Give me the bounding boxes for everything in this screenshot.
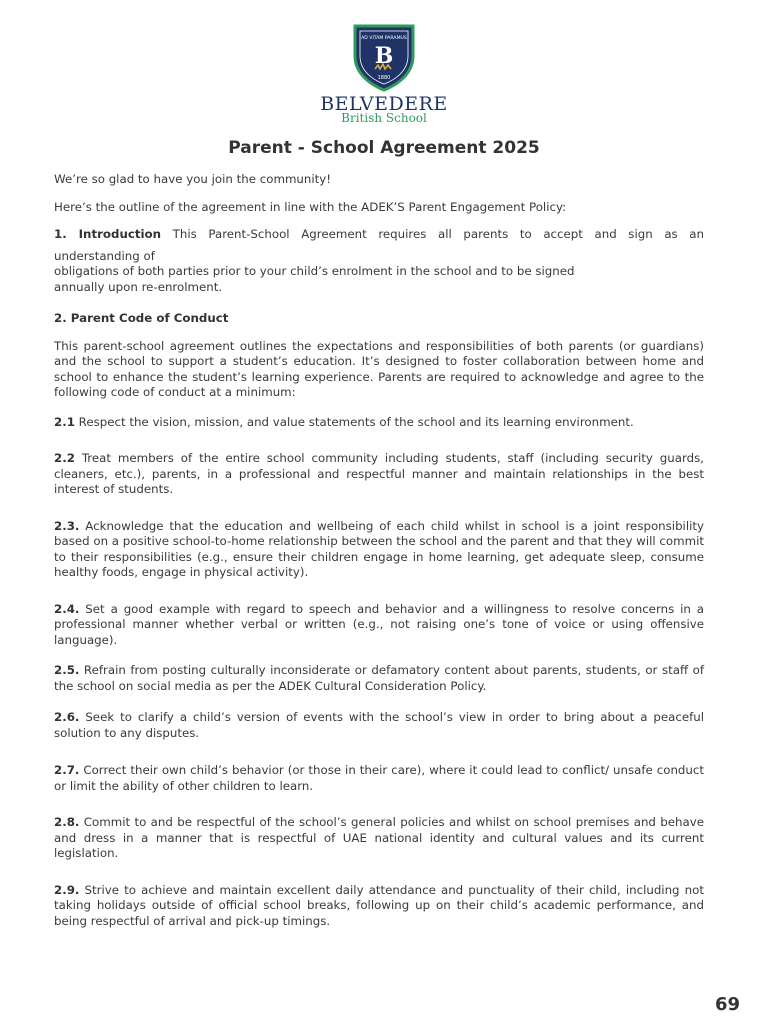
code-item-text: Correct their own child’s behavior (or those in their care), where it could lead to conflict/ unsafe conduct or limit the ability of other children to learn. — [54, 763, 704, 793]
introduction-line2: understanding of — [54, 248, 155, 263]
code-item-number: 2.3. — [54, 518, 80, 533]
code-item-number: 2.9. — [54, 882, 80, 897]
welcome-text: We’re so glad to have you join the community! — [54, 172, 332, 186]
code-item-number: 2.7. — [54, 763, 80, 777]
code-item — [54, 763, 704, 794]
agreement-body — [54, 172, 704, 929]
code-item-number: 2.8. — [54, 815, 80, 829]
section2-heading: 2. Parent Code of Conduct — [54, 311, 229, 325]
code-item-text: Respect the vision, mission, and value statements of the school and its learning environment. — [74, 414, 634, 429]
code-item-text: Refrain from posting culturally inconsiderate or defamatory content about parents, students, or staff of the school on social media as per the ADEK Cultural Consideration Policy. — [54, 663, 704, 693]
code-item — [54, 451, 704, 498]
introduction-text: This Parent-School Agreement requires all parents to accept and sign as an — [172, 227, 705, 241]
code-item-number: 2.1 — [54, 414, 75, 429]
crest-icon — [351, 22, 417, 92]
code-item — [54, 663, 704, 694]
code-item-text: Treat members of the entire school community including students, staff (including security guards, cleaners, etc.), parents, in a professional and respectful manner and maintain relationships in the best interest of students. — [54, 451, 704, 496]
introduction-line3: obligations of both parties prior to your child’s enrolment in the school and to be signed — [54, 264, 575, 278]
code-item-text: Acknowledge that the education and wellbeing of each child whilst in school is a joint responsibility based on a positive school-to-home relationship between the school and the parent and that they will commit to their responsibilities (e.g., ensure their children engage in home learning, get adequate sleep, consume healthy foods, engage in physical activity). — [54, 518, 704, 579]
code-item — [54, 519, 704, 581]
introduction-paragraph — [54, 227, 704, 243]
crest-motto: AD VITAM PARAMUS — [361, 36, 407, 41]
page-number: 69 — [714, 994, 740, 1015]
school-name: BELVEDERE — [320, 93, 448, 115]
school-logo — [0, 22, 768, 124]
code-item — [54, 415, 704, 431]
crest-letter: B — [374, 43, 394, 69]
code-item-number: 2.4. — [54, 601, 80, 616]
code-item — [54, 883, 704, 930]
page-title: Parent - School Agreement 2025 — [228, 138, 540, 158]
school-subtitle: British School — [341, 111, 427, 125]
crest-year: 1880 — [377, 75, 391, 81]
code-item-number: 2.5. — [54, 663, 80, 677]
code-item-number: 2.6. — [54, 710, 80, 724]
section2-text: This parent-school agreement outlines the expectations and responsibilities of both parents (or guardians) and the school to support a student’s education. It’s designed to foster collaboration between home and school to enhance the student’s learning experience. Parents are required to acknowledge and agree to the following code of conduct at a minimum: — [54, 338, 704, 399]
code-item-number: 2.2 — [54, 451, 75, 465]
introduction-line4: annually upon re-enrolment. — [54, 279, 223, 294]
code-item-text: Commit to and be respectful of the school’s general policies and whilst on school premises and behave and dress in a manner that is respectful of UAE national identity and cultural values and its current legislation. — [54, 815, 704, 860]
code-item — [54, 710, 704, 741]
code-item — [54, 602, 704, 649]
code-item-text: Seek to clarify a child’s version of events with the school’s view in order to bring about a peaceful solution to any disputes. — [54, 710, 704, 740]
code-item-text: Set a good example with regard to speech and behavior and a willingness to resolve concerns in a professional manner whether verbal or written (e.g., not raising one’s tone of voice or using offensive language). — [54, 601, 704, 647]
code-item-text: Strive to achieve and maintain excellent daily attendance and punctuality of their child, including not taking holidays outside of official school breaks, following up on their child’s academic performance, and being respectful of arrival and pick-up timings. — [54, 882, 704, 928]
introduction-heading: 1. Introduction — [54, 227, 162, 241]
outline-text: Here’s the outline of the agreement in line with the ADEK’S Parent Engagement Policy: — [54, 199, 567, 214]
code-item — [54, 815, 704, 862]
